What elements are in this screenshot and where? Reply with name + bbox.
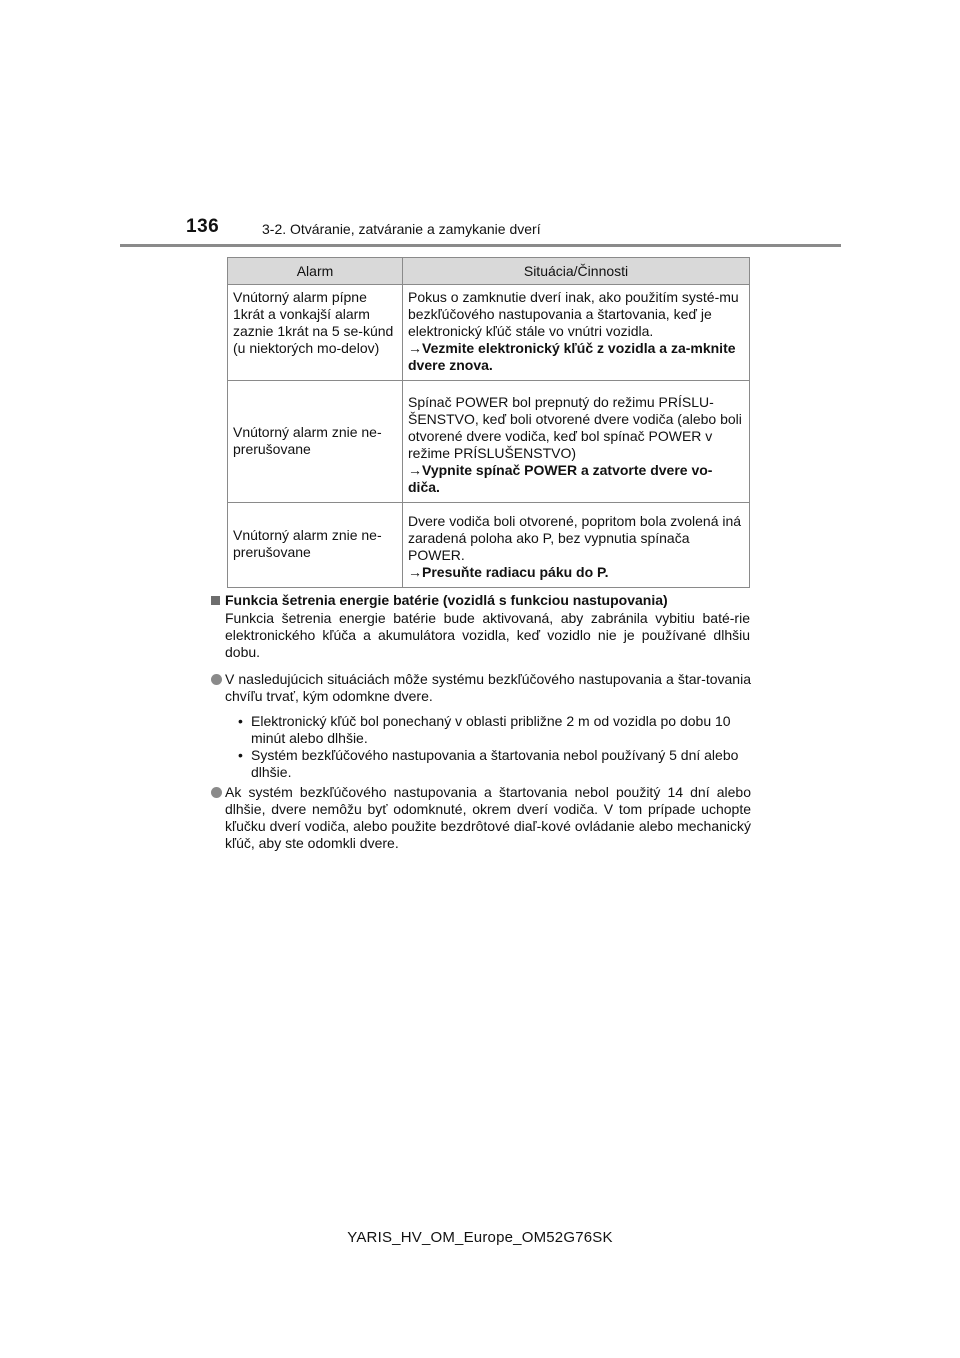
action-text bbox=[408, 340, 744, 374]
section-heading bbox=[211, 592, 751, 609]
situation-cell bbox=[403, 285, 750, 381]
sub-list-item bbox=[238, 713, 748, 747]
sub-list-item-text: Systém bezkľúčového nastupovania a štartovania nebol používaný 5 dní alebo dlhšie. bbox=[251, 747, 739, 780]
section-title: 3-2. Otváranie, zatváranie a zamykanie dverí bbox=[262, 221, 541, 237]
arrow-icon: → bbox=[408, 564, 422, 580]
action-label: Vezmite elektronický kľúč z vozidla a za-mknite dvere znova. bbox=[408, 340, 736, 373]
list-item-text: Ak systém bezkľúčového nastupovania a štartovania nebol použitý 14 dní alebo dlhšie, dvere nemôžu byť odomknuté, okrem dverí vodiča. V tom prípade uchopte kľučku dverí vodiča, alebo použite bezdrôtové diaľ-kové ovládanie alebo mechanický kľúč, aby ste odomkli dvere. bbox=[225, 784, 751, 851]
action-label: Presuňte radiacu páku do P. bbox=[422, 564, 609, 580]
situation-text: Spínač POWER bol prepnutý do režimu PRÍSLU-ŠENSTVO, keď boli otvorené dvere vodiča (alebo boli otvorené dvere vodiča, keď bol spínač POWER v režime PRÍSLUŠENSTVO) bbox=[408, 394, 742, 461]
list-item bbox=[211, 671, 751, 705]
sub-list-item-text: Elektronický kľúč bol ponechaný v oblasti približne 2 m od vozidla po dobu 10 minút alebo dlhšie. bbox=[251, 713, 731, 746]
header-rule bbox=[120, 244, 841, 247]
column-header-situation: Situácia/Činnosti bbox=[403, 258, 750, 285]
table-row bbox=[228, 285, 750, 381]
table-row bbox=[228, 503, 750, 588]
action-text bbox=[408, 462, 744, 496]
alarm-cell: Vnútorný alarm znie ne-prerušovane bbox=[228, 381, 403, 503]
section-paragraph: Funkcia šetrenia energie batérie bude aktivovaná, aby zabránila vybitiu baté-rie elektronického kľúča a akumulátora vozidla, keď vozidlo nie je používané dlhšiu dobu. bbox=[225, 610, 750, 660]
alarm-cell: Vnútorný alarm pípne 1krát a vonkajší alarm zaznie 1krát na 5 se-kúnd (u niektorých mo-delov) bbox=[228, 285, 403, 381]
section-heading-text: Funkcia šetrenia energie batérie (vozidlá s funkciou nastupovania) bbox=[225, 592, 668, 608]
arrow-icon: → bbox=[408, 340, 422, 356]
page-number: 136 bbox=[186, 216, 220, 237]
circle-bullet-icon bbox=[211, 674, 222, 685]
list-item-text: V nasledujúcich situáciách môže systému bezkľúčového nastupovania a štar-tovania chvíľu trvať, kým odomkne dvere. bbox=[225, 671, 751, 704]
situation-cell bbox=[403, 381, 750, 503]
alarm-table bbox=[227, 257, 750, 588]
table-row bbox=[228, 381, 750, 503]
footer-code: YARIS_HV_OM_Europe_OM52G76SK bbox=[347, 1229, 613, 1246]
situation-text: Dvere vodiča boli otvorené, popritom bola zvolená iná zaradená poloha ako P, bez vypnutia spínača POWER. bbox=[408, 513, 742, 563]
alarm-cell: Vnútorný alarm znie ne-prerušovane bbox=[228, 503, 403, 588]
dot-bullet-icon: • bbox=[238, 713, 243, 729]
action-label: Vypnite spínač POWER a zatvorte dvere vo-diča. bbox=[408, 462, 713, 495]
square-bullet-icon bbox=[211, 596, 220, 605]
situation-text: Pokus o zamknutie dverí inak, ako použitím systé-mu bezkľúčového nastupovania a štartovania, keď je elektronický kľúč stále vo vnútri vozidla. bbox=[408, 289, 739, 339]
column-header-alarm: Alarm bbox=[228, 258, 403, 285]
action-text bbox=[408, 564, 744, 581]
table-header-row bbox=[228, 258, 750, 285]
arrow-icon: → bbox=[408, 462, 422, 478]
list-item bbox=[211, 784, 751, 852]
sub-list-item bbox=[238, 747, 748, 781]
situation-cell bbox=[403, 503, 750, 588]
dot-bullet-icon: • bbox=[238, 747, 243, 763]
circle-bullet-icon bbox=[211, 787, 222, 798]
